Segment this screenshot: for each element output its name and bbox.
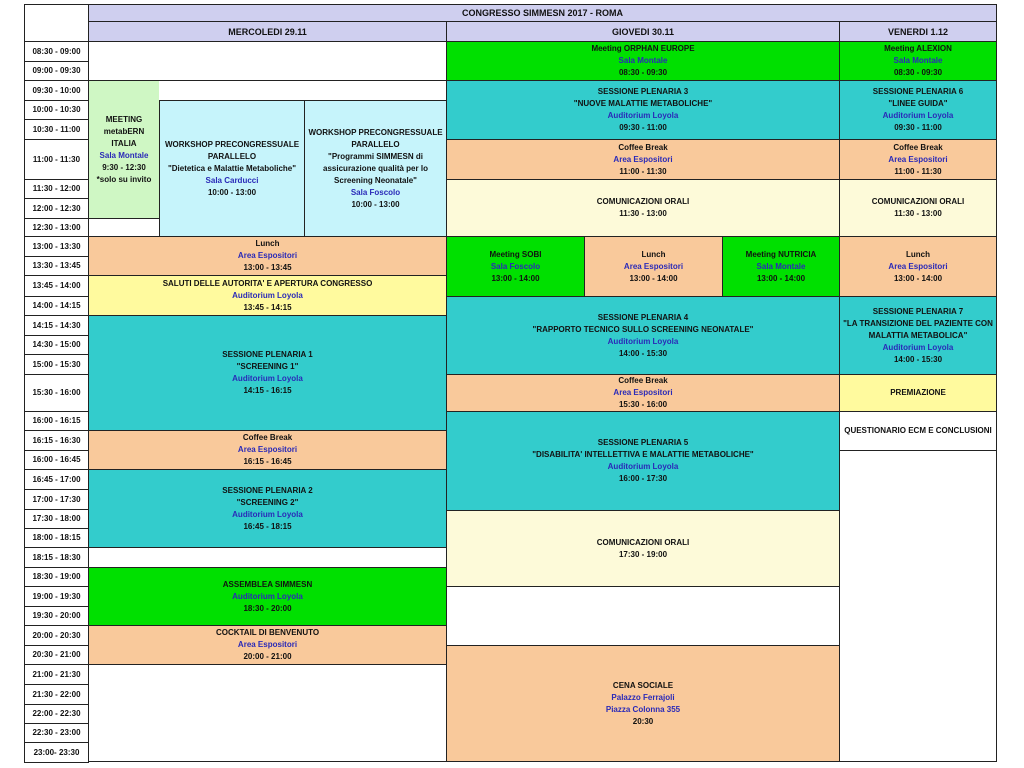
event-sessione-plenaria-6: SESSIONE PLENARIA 6 "LINEE GUIDA" Auditorium Loyola 09:30 - 11:00 bbox=[839, 80, 997, 140]
event-comunicazioni-orali-thu-1: COMUNICAZIONI ORALI 11:30 - 13:00 bbox=[446, 179, 840, 237]
time-slot: 16:00 - 16:15 bbox=[24, 411, 89, 431]
empty-cell bbox=[88, 218, 160, 237]
event-saluti-apertura: SALUTI DELLE AUTORITA' E APERTURA CONGRESSO Auditorium Loyola 13:45 - 14:15 bbox=[88, 275, 447, 316]
time-slot: 13:00 - 13:30 bbox=[24, 236, 89, 257]
time-slot: 20:00 - 20:30 bbox=[24, 625, 89, 646]
event-meeting-metabern: MEETING metabERN ITALIA Sala Montale 9:30 - 12:30 *solo su invito bbox=[88, 80, 160, 219]
time-slot: 09:00 - 09:30 bbox=[24, 61, 89, 81]
time-slot: 13:45 - 14:00 bbox=[24, 275, 89, 297]
empty-cell bbox=[446, 586, 840, 646]
time-slot: 09:30 - 10:00 bbox=[24, 80, 89, 101]
day-header-wednesday: MERCOLEDI 29.11 bbox=[88, 21, 447, 42]
time-slot: 14:00 - 14:15 bbox=[24, 296, 89, 316]
event-questionario-ecm: QUESTIONARIO ECM E CONCLUSIONI bbox=[839, 411, 997, 451]
time-slot: 12:30 - 13:00 bbox=[24, 218, 89, 237]
time-slot: 11:00 - 11:30 bbox=[24, 139, 89, 180]
time-slot: 11:30 - 12:00 bbox=[24, 179, 89, 199]
event-meeting-orphan-europe: Meeting ORPHAN EUROPE Sala Montale 08:30 - 09:30 bbox=[446, 41, 840, 81]
event-lunch-thu: Lunch Area Espositori 13:00 - 14:00 bbox=[584, 236, 723, 297]
event-meeting-sobi: Meeting SOBI Sala Foscolo 13:00 - 14:00 bbox=[446, 236, 585, 297]
event-sessione-plenaria-1: SESSIONE PLENARIA 1 "SCREENING 1" Auditorium Loyola 14:15 - 16:15 bbox=[88, 315, 447, 431]
event-workshop-dietetica: WORKSHOP PRECONGRESSUALE PARALLELO "Dietetica e Malattie Metaboliche" Sala Carducci 10:00 - 13:00 bbox=[159, 100, 305, 237]
event-assemblea-simmesn: ASSEMBLEA SIMMESN Auditorium Loyola 18:30 - 20:00 bbox=[88, 567, 447, 626]
empty-cell bbox=[88, 41, 447, 81]
event-lunch-fri: Lunch Area Espositori 13:00 - 14:00 bbox=[839, 236, 997, 297]
time-slot: 22:00 - 22:30 bbox=[24, 704, 89, 724]
event-comunicazioni-orali-thu-2: COMUNICAZIONI ORALI 17:30 - 19:00 bbox=[446, 510, 840, 587]
time-slot: 20:30 - 21:00 bbox=[24, 645, 89, 665]
schedule-title: CONGRESSO SIMMESN 2017 - ROMA bbox=[88, 4, 997, 22]
time-slot: 18:30 - 19:00 bbox=[24, 567, 89, 587]
time-slot: 19:30 - 20:00 bbox=[24, 606, 89, 626]
time-slot: 21:30 - 22:00 bbox=[24, 684, 89, 705]
day-header-thursday: GIOVEDI 30.11 bbox=[446, 21, 840, 42]
time-slot: 14:15 - 14:30 bbox=[24, 315, 89, 336]
time-slot: 22:30 - 23:00 bbox=[24, 723, 89, 743]
empty-cell bbox=[839, 450, 997, 762]
empty-cell bbox=[88, 547, 447, 568]
event-meeting-alexion: Meeting ALEXION Sala Montale 08:30 - 09:30 bbox=[839, 41, 997, 81]
event-cena-sociale: CENA SOCIALE Palazzo Ferrajoli Piazza Colonna 355 20:30 bbox=[446, 645, 840, 762]
event-sessione-plenaria-4: SESSIONE PLENARIA 4 "RAPPORTO TECNICO SULLO SCREENING NEONATALE" Auditorium Loyola 14:00 - 15:30 bbox=[446, 296, 840, 375]
event-coffee-break-thu-2: Coffee Break Area Espositori 15:30 - 16:00 bbox=[446, 374, 840, 412]
event-premiazione: PREMIAZIONE bbox=[839, 374, 997, 412]
event-cocktail-benvenuto: COCKTAIL DI BENVENUTO Area Espositori 20:00 - 21:00 bbox=[88, 625, 447, 665]
event-coffee-break-fri: Coffee Break Area Espositori 11:00 - 11:30 bbox=[839, 139, 997, 180]
empty-cell bbox=[159, 80, 447, 101]
time-slot: 16:45 - 17:00 bbox=[24, 469, 89, 490]
time-slot: 10:00 - 10:30 bbox=[24, 100, 89, 120]
event-workshop-qualita: WORKSHOP PRECONGRESSUALE PARALLELO "Programmi SIMMESN di assicurazione qualità per lo Screening Neonatale" Sala Foscolo 10:00 - 13:00 bbox=[304, 100, 447, 237]
time-slot: 15:00 - 15:30 bbox=[24, 354, 89, 375]
event-coffee-break-wed: Coffee Break Area Espositori 16:15 - 16:45 bbox=[88, 430, 447, 470]
event-lunch-wed: Lunch Area Espositori 13:00 - 13:45 bbox=[88, 236, 447, 276]
event-meeting-nutricia: Meeting NUTRICIA Sala Montale 13:00 - 14:00 bbox=[722, 236, 840, 297]
empty-cell bbox=[88, 664, 447, 762]
time-slot: 10:30 - 11:00 bbox=[24, 119, 89, 140]
time-slot: 13:30 - 13:45 bbox=[24, 256, 89, 276]
day-header-friday: VENERDI 1.12 bbox=[839, 21, 997, 42]
event-coffee-break-thu-1: Coffee Break Area Espositori 11:00 - 11:30 bbox=[446, 139, 840, 180]
time-slot: 23:00- 23:30 bbox=[24, 742, 89, 763]
time-slot: 15:30 - 16:00 bbox=[24, 374, 89, 412]
event-comunicazioni-orali-fri: COMUNICAZIONI ORALI 11:30 - 13:00 bbox=[839, 179, 997, 237]
event-sessione-plenaria-7: SESSIONE PLENARIA 7 "LA TRANSIZIONE DEL PAZIENTE CON MALATTIA METABOLICA" Auditorium Loyola 14:00 - 15:30 bbox=[839, 296, 997, 375]
event-sessione-plenaria-3: SESSIONE PLENARIA 3 "NUOVE MALATTIE METABOLICHE" Auditorium Loyola 09:30 - 11:00 bbox=[446, 80, 840, 140]
time-slot: 16:15 - 16:30 bbox=[24, 430, 89, 451]
time-slot: 18:15 - 18:30 bbox=[24, 547, 89, 568]
time-slot: 18:00 - 18:15 bbox=[24, 528, 89, 548]
event-sessione-plenaria-5: SESSIONE PLENARIA 5 "DISABILITA' INTELLETTIVA E MALATTIE METABOLICHE" Auditorium Loyola 16:00 - 17:30 bbox=[446, 411, 840, 511]
time-slot: 21:00 - 21:30 bbox=[24, 664, 89, 685]
time-slot: 14:30 - 15:00 bbox=[24, 335, 89, 355]
event-sessione-plenaria-2: SESSIONE PLENARIA 2 "SCREENING 2" Auditorium Loyola 16:45 - 18:15 bbox=[88, 469, 447, 548]
time-slot: 17:30 - 18:00 bbox=[24, 509, 89, 529]
time-slot: 19:00 - 19:30 bbox=[24, 586, 89, 607]
corner-cell bbox=[24, 4, 89, 42]
time-slot: 12:00 - 12:30 bbox=[24, 198, 89, 219]
time-slot: 16:00 - 16:45 bbox=[24, 450, 89, 470]
time-slot: 17:00 - 17:30 bbox=[24, 489, 89, 510]
time-slot: 08:30 - 09:00 bbox=[24, 41, 89, 62]
